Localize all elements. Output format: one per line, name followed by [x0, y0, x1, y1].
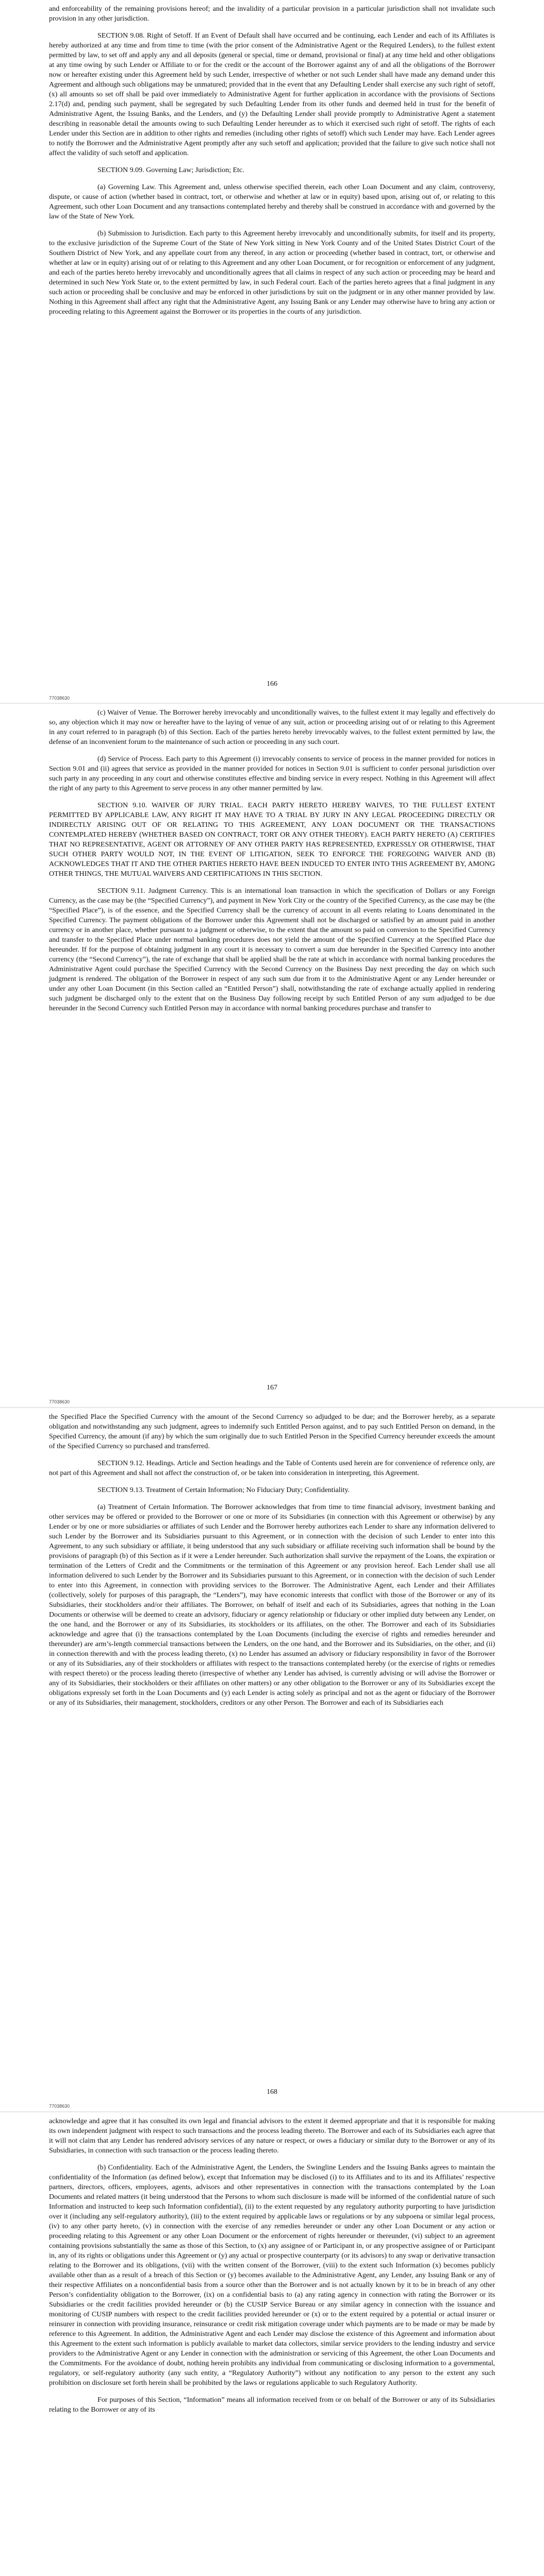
paragraph: (d) Service of Process. Each party to this Agreement (i) irrevocably consents to service of process in the manner provided for notices in Section 9.01 and (ii) agrees that service as provided in the manner provided for notices in Section 9.01 is sufficient to confer personal jurisdiction over such party in any proceeding in any court and otherwise constitutes effective and binding service in every respect. Nothing in this Agreement will affect the right of any party to this Agreement to serve process in any other manner permitted by law.	[49, 755, 495, 792]
paragraph: (b) Confidentiality. Each of the Administrative Agent, the Lenders, the Swingline Lenders and the Issuing Banks agrees to maintain the confidentiality of the Information (as defined below), except that Information may be disclosed (i) to its Affiliates and to its and its Affiliates’ respective partners, directors, officers, employees, agents, advisors and other representatives in connection with the transactions contemplated by the Loan Documents and related matters (it being understood that the Persons to whom such disclosure is made will be informed of the confidential nature of such Information and instructed to keep such Information confidential), (ii) to the extent requested by any regulatory authority purporting to have jurisdiction over it (including any self-regulatory authority), (iii) to the extent required by applicable laws or regulations or by any subpoena or similar legal process, (iv) to any other party hereto, (v) in connection with the exercise of any remedies hereunder or under any other Loan Document or any action or proceeding relating to this Agreement or any other Loan Document or the enforcement of rights hereunder or thereunder, (vi) subject to an agreement containing provisions substantially the same as those of this Section, to (x) any assignee of or Participant in, or any prospective assignee of or Participant in, any of its rights or obligations under this Agreement or (y) any actual or prospective counterparty (or its advisors) to any swap or derivative transaction relating to the Borrower and its obligations, (vii) with the written consent of the Borrower, (viii) to the extent such Information (x) becomes publicly available other than as a result of a breach of this Section or (y) becomes available to the Administrative Agent, any Lender, any Issuing Bank or any of their respective Affiliates on a nonconfidential basis from a source other than the Borrower and is not actually known by it to be in breach of any other Person’s confidentiality obligation to the Borrower, (ix) on a confidential basis to (a) any rating agency in connection with rating the Borrower or its Subsidiaries or the credit facilities provided hereunder or (b) the CUSIP Service Bureau or any similar agency in connection with the issuance and monitoring of CUSIP numbers with respect to the credit facilities provided hereunder or (x) or to the extent required by a potential or actual insurer or reinsurer in connection with providing insurance, reinsurance or credit risk mitigation coverage under which payments are to be made or may be made by reference to this Agreement. In addition, the Administrative Agent and each Lender may disclose the existence of this Agreement and information about this Agreement to the extent such information is publicly available to market data collectors, similar service providers to the lending industry and service providers to the Administrative Agent or any Lender in connection with the administration or servicing of this Agreement, the other Loan Documents and the Commitments. For the avoidance of doubt, nothing herein prohibits any individual from communicating or disclosing information to a governmental, regulatory, or self-regulatory authority (any such entity, a “Regulatory Authority”) without any notification to any person to the extent any such prohibition on disclosure set forth herein shall be prohibited by the laws or regulations applicable to such Regulatory Authority.	[49, 2164, 495, 2387]
page-body	[49, 1412, 495, 1715]
paragraph: SECTION 9.11. Judgment Currency. This is an international loan transaction in which the specification of Dollars or any Foreign Currency, as the case may be (the “Specified Currency”), and payment in New York City or the country of the Specified Currency, as the case may be (the “Specified Place”), is of the essence, and the Specified Currency shall be the currency of account in all events relating to Loans denominated in the Specified Currency. The payment obligations of the Borrower under this Agreement shall not be discharged or satisfied by an amount paid in another currency or in another place, whether pursuant to a judgment or otherwise, to the extent that the amount so paid on conversion to the Specified Currency and transfer to the Specified Place under normal banking procedures does not yield the amount of the Specified Currency at the Specified Place due hereunder. If for the purpose of obtaining judgment in any court it is necessary to convert a sum due hereunder in the Specified Currency into another currency (the “Second Currency”), the rate of exchange that shall be applied shall be the rate at which in accordance with normal banking procedures the Administrative Agent could purchase the Specified Currency with the Second Currency on the Business Day next preceding the day on which such judgment is rendered. The obligation of the Borrower in respect of any such sum due from it to the Administrative Agent or any Lender hereunder or under any other Loan Document (in this Section called an “Entitled Person”) shall, notwithstanding the rate of exchange actually applied in rendering such judgment be discharged only to the extent that on the Business Day following receipt by such Entitled Person of any sum adjudged to be due hereunder in the Second Currency such Entitled Person may in accordance with normal banking procedures purchase and transfer to	[49, 887, 495, 1012]
paragraph: SECTION 9.12. Headings. Article and Section headings and the Table of Contents used herein are for convenience of reference only, are not part of this Agreement and shall not affect the construction of, or be taken into consideration in interpreting, this Agreement.	[49, 1460, 495, 1477]
document-page	[0, 2112, 544, 2576]
paragraph: SECTION 9.08. Right of Setoff. If an Event of Default shall have occurred and be continuing, each Lender and each of its Affiliates is hereby authorized at any time and from time to time (with the prior consent of the Administrative Agent or the Required Lenders), to the fullest extent permitted by law, to set off and apply any and all deposits (general or special, time or demand, provisional or final) at any time held and other obligations at any time owing by such Lender or Affiliate to or for the credit or the account of the Borrower against any of and all the obligations of the Borrower now or hereafter existing under this Agreement held by such Lender, irrespective of whether or not such Lender shall have made any demand under this Agreement and although such obligations may be unmatured; provided that in the event that any Defaulting Lender shall exercise any such right of setoff, (x) all amounts so set off shall be paid over immediately to Administrative Agent for further application in accordance with the provisions of Sections 2.17(d) and, pending such payment, shall be segregated by such Defaulting Lender from its other funds and deemed held in trust for the benefit of Administrative Agent, the Issuing Banks, and the Lenders, and (y) the Defaulting Lender shall provide promptly to Administrative Agent a statement describing in reasonable detail the amounts owing to such Defaulting Lender hereunder as to which it exercised such right of setoff. The rights of each Lender under this Section are in addition to other rights and remedies (including other rights of setoff) which such Lender may have. Each Lender agrees to notify the Borrower and the Administrative Agent promptly after any such setoff and application; provided that the failure to give such notice shall not affect the validity of such setoff and application.	[49, 32, 495, 157]
page-body	[49, 4, 495, 324]
page-number: 166	[267, 680, 277, 688]
paragraph: (b) Submission to Jurisdiction. Each party to this Agreement hereby irrevocably and unconditionally submits, for itself and its property, to the exclusive jurisdiction of the Supreme Court of the State of New York sitting in New York County and of the United States District Court of the Southern District of New York, and any appellate court from any thereof, in any action or proceeding (whether based in contract, tort, or otherwise and whether at law or in equity) arising out of or relating to this Agreement and any other Loan Document, or for recognition or enforcement of any judgment, and each of the parties hereto hereby irrevocably and unconditionally agrees that all claims in respect of any such action or proceeding may be heard and determined in such New York State or, to the extent permitted by law, in such Federal court. Each of the parties hereto agrees that a final judgment in any such action or proceeding shall be conclusive and may be enforced in other jurisdictions by suit on the judgment or in any other manner provided by law. Nothing in this Agreement shall affect any right that the Administrative Agent, any Issuing Bank or any Lender may otherwise have to bring any action or proceeding relating to this Agreement against the Borrower or its properties in the courts of any jurisdiction.	[49, 230, 495, 316]
document-id: 77038630	[49, 696, 70, 701]
document-id: 77038630	[49, 1399, 70, 1404]
paragraph: (a) Treatment of Certain Information. The Borrower acknowledges that from time to time financial advisory, investment banking and other services may be offered or provided to the Borrower or one or more of its Subsidiaries (in connection with this Agreement or otherwise) by any Lender or by one or more subsidiaries or affiliates of such Lender and the Borrower hereby authorizes each Lender to share any information delivered to such Lender by the Borrower and its Subsidiaries pursuant to this Agreement, or in connection with the decision of such Lender to enter into this Agreement, to any such subsidiary or affiliate, it being understood that any such subsidiary or affiliate receiving such information shall be bound by the provisions of paragraph (b) of this Section as if it were a Lender hereunder. Such authorization shall survive the repayment of the Loans, the expiration or termination of the Letters of Credit and the Commitments or the termination of this Agreement or any provision hereof. Each Lender shall use all information delivered to such Lender by the Borrower and its Subsidiaries pursuant to this Agreement, or in connection with the decision of such Lender to enter into this Agreement, in connection with providing services to the Borrower. The Administrative Agent, each Lender and their Affiliates (collectively, solely for purposes of this paragraph, the “Lenders”), may have economic interests that conflict with those of the Borrower or any of its Subsidiaries, their stockholders and/or their affiliates. The Borrower, on behalf of itself and each of its Subsidiaries, agrees that nothing in the Loan Documents or otherwise will be deemed to create an advisory, fiduciary or agency relationship or fiduciary or other implied duty between any Lender, on the one hand, and the Borrower or any of its Subsidiaries, its stockholders or its affiliates, on the other. The Borrower and each of its Subsidiaries acknowledge and agree that (i) the transactions contemplated by the Loan Documents (including the exercise of rights and remedies hereunder and thereunder) are arm’s-length commercial transactions between the Lenders, on the one hand, and the Borrower and its Subsidiaries, on the other, and (ii) in connection therewith and with the process leading thereto, (x) no Lender has assumed an advisory or fiduciary responsibility in favor of the Borrower or any of its Subsidiaries, any of their stockholders or affiliates with respect to the transactions contemplated hereby (or the exercise of rights or remedies with respect thereto) or the process leading thereto (irrespective of whether any Lender has advised, is currently advising or will advise the Borrower or any of its Subsidiaries, their stockholders or their affiliates on other matters) or any other obligation to the Borrower or any of its Subsidiaries except the obligations expressly set forth in the Loan Documents and (y) each Lender is acting solely as principal and not as the agent or fiduciary of the Borrower or any of its Subsidiaries, their management, stockholders, creditors or any other Person. The Borrower and each of its Subsidiaries each	[49, 1503, 495, 1707]
document-page	[0, 1408, 544, 2111]
document-id: 77038630	[49, 2104, 70, 2109]
document-page	[0, 704, 544, 1407]
section-heading: SECTION 9.09. Governing Law; Jurisdiction; Etc.	[97, 166, 244, 174]
page-body	[49, 708, 495, 1021]
page-body	[49, 2116, 495, 2422]
page-number: 167	[267, 1384, 277, 1392]
paragraph: (a) Governing Law. This Agreement and, unless otherwise specified therein, each other Loan Document and any claim, controversy, dispute, or cause of action (whether based in contract, tort, or otherwise and whether at law or in equity) based upon, arising out of, or relating to this Agreement, such other Loan Document and any transactions contemplated hereby and thereby shall be construed in accordance with and governed by the law of the State of New York.	[49, 183, 495, 221]
page-number: 168	[267, 2088, 277, 2096]
paragraph: (c) Waiver of Venue. The Borrower hereby irrevocably and unconditionally waives, to the fullest extent it may legally and effectively do so, any objection which it may now or hereafter have to the laying of venue of any suit, action or proceeding arising out of or relating to this Agreement in any court referred to in paragraph (b) of this Section. Each of the parties hereto hereby irrevocably waives, to the fullest extent permitted by law, the defense of an inconvenient forum to the maintenance of such action or proceeding in any such court.	[49, 709, 495, 746]
paragraph: acknowledge and agree that it has consulted its own legal and financial advisors to the extent it deemed appropriate and that it is responsible for making its own independent judgment with respect to such transactions and the process leading thereto. The Borrower and each of its Subsidiaries each agree that it will not claim that any Lender has rendered advisory services of any nature or respect, or owes a fiduciary or similar duty to the Borrower or any of its Subsidiaries, in connection with such transaction or the process leading thereto.	[49, 2117, 495, 2155]
paragraph: and enforceability of the remaining provisions hereof; and the invalidity of a particular provision in a particular jurisdiction shall not invalidate such provision in any other jurisdiction.	[49, 5, 495, 23]
paragraph: SECTION 9.10. WAIVER OF JURY TRIAL. EACH PARTY HERETO HEREBY WAIVES, TO THE FULLEST EXTENT PERMITTED BY APPLICABLE LAW, ANY RIGHT IT MAY HAVE TO A TRIAL BY JURY IN ANY LEGAL PROCEEDING DIRECTLY OR INDIRECTLY ARISING OUT OF OR RELATING TO THIS AGREEMENT, ANY LOAN DOCUMENT OR THE TRANSACTIONS CONTEMPLATED HEREBY (WHETHER BASED ON CONTRACT, TORT OR ANY OTHER THEORY). EACH PARTY HERETO (A) CERTIFIES THAT NO REPRESENTATIVE, AGENT OR ATTORNEY OF ANY OTHER PARTY HAS REPRESENTED, EXPRESSLY OR OTHERWISE, THAT SUCH OTHER PARTY WOULD NOT, IN THE EVENT OF LITIGATION, SEEK TO ENFORCE THE FOREGOING WAIVER AND (B) ACKNOWLEDGES THAT IT AND THE OTHER PARTIES HERETO HAVE BEEN INDUCED TO ENTER INTO THIS AGREEMENT BY, AMONG OTHER THINGS, THE MUTUAL WAIVERS AND CERTIFICATIONS IN THIS SECTION.	[49, 802, 495, 878]
document-page	[0, 0, 544, 703]
paragraph: For purposes of this Section, “Information” means all information received from or on behalf of the Borrower or any of its Subsidiaries relating to the Borrower or any of its	[49, 2396, 495, 2414]
paragraph: the Specified Place the Specified Currency with the amount of the Second Currency so adjudged to be due; and the Borrower hereby, as a separate obligation and notwithstanding any such judgment, agrees to indemnify such Entitled Person against, and to pay such Entitled Person on demand, in the Specified Currency, the amount (if any) by which the sum originally due to such Entitled Person in the Specified Currency hereunder exceeds the amount of the Specified Currency so purchased and transferred.	[49, 1413, 495, 1450]
section-heading: SECTION 9.13. Treatment of Certain Information; No Fiduciary Duty; Confidentiality.	[97, 1486, 350, 1494]
